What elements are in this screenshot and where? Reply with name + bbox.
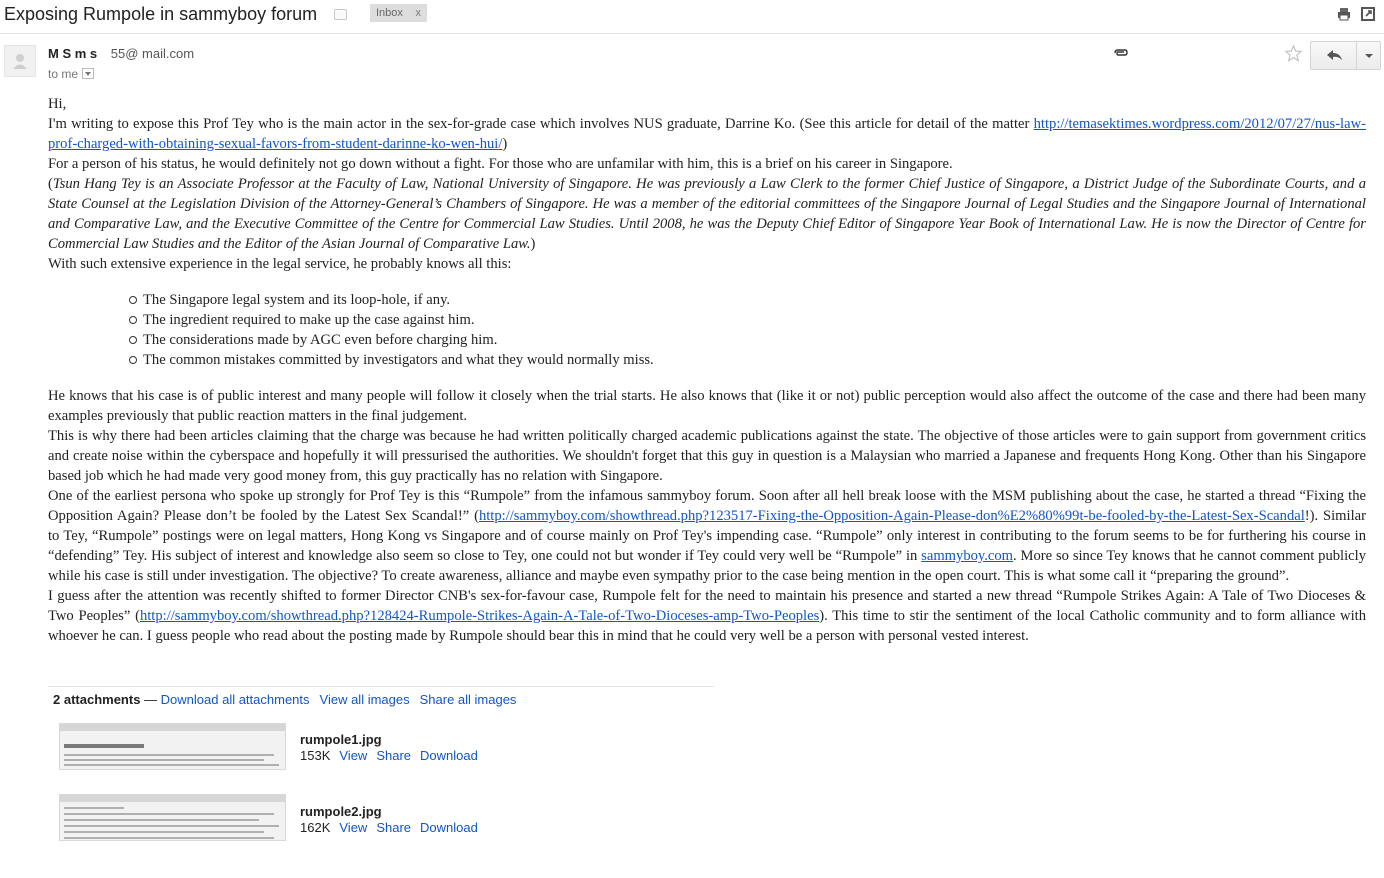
star-outline-icon[interactable] <box>1284 44 1303 63</box>
share-attachment-link[interactable]: Share <box>376 748 412 763</box>
attachment-thumbnail-1[interactable] <box>59 723 286 770</box>
subject-bar <box>0 0 1384 30</box>
reply-button-group <box>1310 41 1381 70</box>
attachment-size: 153K <box>300 748 331 763</box>
attachment-meta <box>300 820 478 835</box>
more-actions-button[interactable] <box>1357 42 1381 69</box>
paragraph-7: One of the earliest persona who spoke up strongly for Prof Tey is this “Rumpole” from the infamous sammyboy forum. Soon after all hell break loose with the MSM publishing about the case, he started a thread “Fixing the Opposition Again? Please don’t be fooled by the Latest Sex Scandal!” (http://sammyboy.com/showthread.php?123517-Fixing-the-Opposition-Again-Please-don%E2%80%99t-be-fooled-by-the-Latest-Sex-Scandal!). Similar to Tey, “Rumpole” postings were on legal matters, Hong Kong vs Singapore and of course mainly on Prof Tey's impending case. “Rumpole” only interest in contributing to the forum seems to be for furthering his course in “defending” Tey. His subject of interest and knowledge also seem so close to Tey, one could not but wonder if Tey could very well be “Rumpole” in sammyboy.com. More so since Tey knows that he cannot comment publicly while his case is still under investigation. The objective? To create awareness, alliance and maybe even sympathy prior to the case being mention in the open court. This is what some call it “preparing the ground”. <box>48 488 1366 584</box>
person-silhouette-icon <box>5 46 35 76</box>
paperclip-icon <box>1111 47 1129 59</box>
inbox-label-text: Inbox <box>376 7 403 19</box>
paragraph-2: For a person of his status, he would definitely not go down without a fight. For those who are unfamilar with him, this is a brief on his career in Singapore. <box>48 156 953 172</box>
sammyboy-thread-link-2[interactable]: http://sammyboy.com/showthread.php?128424-Rumpole-Strikes-Again-A-Tale-of-Two-Dioceses-amp-Two-Peoples <box>139 608 820 624</box>
attachment-name: rumpole2.jpg <box>300 804 382 819</box>
greeting: Hi, <box>48 96 67 112</box>
attachments-count: 2 attachments <box>53 692 141 707</box>
paragraph-8: I guess after the attention was recently shifted to former Director CNB's sex-for-favour case, Rumpole felt for the need to maintain his presence and started a new thread “Rumpole Strikes Again: A Tale of Two Dioceses & Two Peoples” (http://sammyboy.com/showthread.php?128424-Rumpole-Strikes-Again-A-Tale-of-Two-Dioceses-amp-Two-Peoples). This time to stir the sentiment of the local Catholic community and to form alliance with whoever he can. I guess people who read about the posting made by Rumpole should bear this in mind that he could very well be a person with personal vested interest. <box>48 588 1367 644</box>
download-attachment-link[interactable]: Download <box>420 748 478 763</box>
message-body <box>48 94 1366 646</box>
recipient-line[interactable] <box>48 67 94 81</box>
sammyboy-thread-link-1[interactable]: http://sammyboy.com/showthread.php?123517-Fixing-the-Opposition-Again-Please-don%E2%80%99t-be-fooled-by-the-Latest-Sex-Scandal <box>478 508 1305 524</box>
sender-email: 55@ mail.com <box>110 46 195 61</box>
temasektimes-link[interactable]: http://temasektimes.wordpress.com/2012/07/27/nus-law-prof-charged-with-obtaining-sexual-favors-from-student-darinne-ko-wen-hui/ <box>48 116 1366 152</box>
label-outline-icon[interactable] <box>334 9 347 20</box>
attachment-name: rumpole1.jpg <box>300 732 382 747</box>
chevron-down-icon[interactable] <box>82 68 94 79</box>
download-all-link[interactable]: Download all attachments <box>160 692 310 707</box>
list-item: The common mistakes committed by investigators and what they would normally miss. <box>143 350 1366 370</box>
reply-button[interactable] <box>1311 42 1357 69</box>
list-item: The Singapore legal system and its loop-hole, if any. <box>143 290 1366 310</box>
printer-icon[interactable] <box>1337 7 1351 21</box>
paragraph-4: With such extensive experience in the legal service, he probably knows all this: <box>48 256 512 272</box>
attachment-meta <box>300 748 478 763</box>
sender-name: M S m s <box>48 46 98 61</box>
view-all-images-link[interactable]: View all images <box>319 692 410 707</box>
list-item: The considerations made by AGC even before charging him. <box>143 330 1366 350</box>
sender-line[interactable] <box>48 46 194 61</box>
knowledge-list <box>48 290 1366 370</box>
avatar <box>4 45 36 77</box>
paragraph-1: I'm writing to expose this Prof Tey who is the main actor in the sex-for-grade case which involves NUS graduate, Darrine Ko. (See this article for detail of the matter http://temasektimes.wordpress.com/2012/07/27/nus-law-prof-charged-with-obtaining-sexual-favors-from-student-darinne-ko-wen-hui/) <box>48 116 1366 152</box>
email-subject: Exposing Rumpole in sammyboy forum <box>4 4 318 24</box>
attachments-divider <box>48 686 714 687</box>
paragraph-3: (Tsun Hang Tey is an Associate Professor at the Faculty of Law, National University of Singapore. He was previously a Law Clerk to the former Chief Justice of Singapore, a District Judge of the Subordinate Courts, and a State Counsel at the Legislation Division of the Attorney-General’s Chambers of Singapore. He was a member of the editorial committees of the Singapore Journal of Legal Studies and the Singapore Journal of International and Comparative Law, and the Executive Committee of the Centre for Commercial Law Studies. Until 2008, he was the Deputy Chief Editor of Singapore Year Book of International Law. He is now the Director of Centre for Commercial Law Studies and the Editor of the Asian Journal of Comparative Law.) <box>48 176 1366 252</box>
inbox-label-chip[interactable] <box>370 4 427 22</box>
paragraph-6: This is why there had been articles claiming that the charge was because he had written politically charged academic publications against the state. The objective of those articles were to gain support from government critics and create noise within the cyberspace and hopefully it will pressurised the authorities. We shouldn't forget that this guy in question is a Malaysian who married a Japanese and frequents Hong Kong. Other than his Singapore based job which he had made very good money from, this guy practically has no relation with Singapore. <box>48 428 1366 484</box>
view-attachment-link[interactable]: View <box>339 820 368 835</box>
paragraph-5: He knows that his case is of public interest and many people will follow it closely when the trial starts. He also knows that (like it or not) public perception would also affect the outcome of the case and there had been many examples previously that public reaction matters in the final judgement. <box>48 388 1366 424</box>
header-divider <box>0 33 1384 34</box>
attachment-size: 162K <box>300 820 331 835</box>
new-window-icon[interactable] <box>1361 7 1375 21</box>
recipient-label: to me <box>48 67 79 81</box>
share-attachment-link[interactable]: Share <box>376 820 412 835</box>
sammyboy-home-link[interactable]: sammyboy.com <box>921 548 1014 564</box>
attachments-header: 2 attachments — Download all attachments View all images Share all images <box>53 692 517 707</box>
download-attachment-link[interactable]: Download <box>420 820 478 835</box>
attachment-thumbnail-2[interactable] <box>59 794 286 841</box>
reply-arrow-icon <box>1311 42 1357 69</box>
remove-label-button[interactable]: x <box>415 7 421 19</box>
list-item: The ingredient required to make up the case against him. <box>143 310 1366 330</box>
view-attachment-link[interactable]: View <box>339 748 368 763</box>
share-all-images-link[interactable]: Share all images <box>419 692 517 707</box>
